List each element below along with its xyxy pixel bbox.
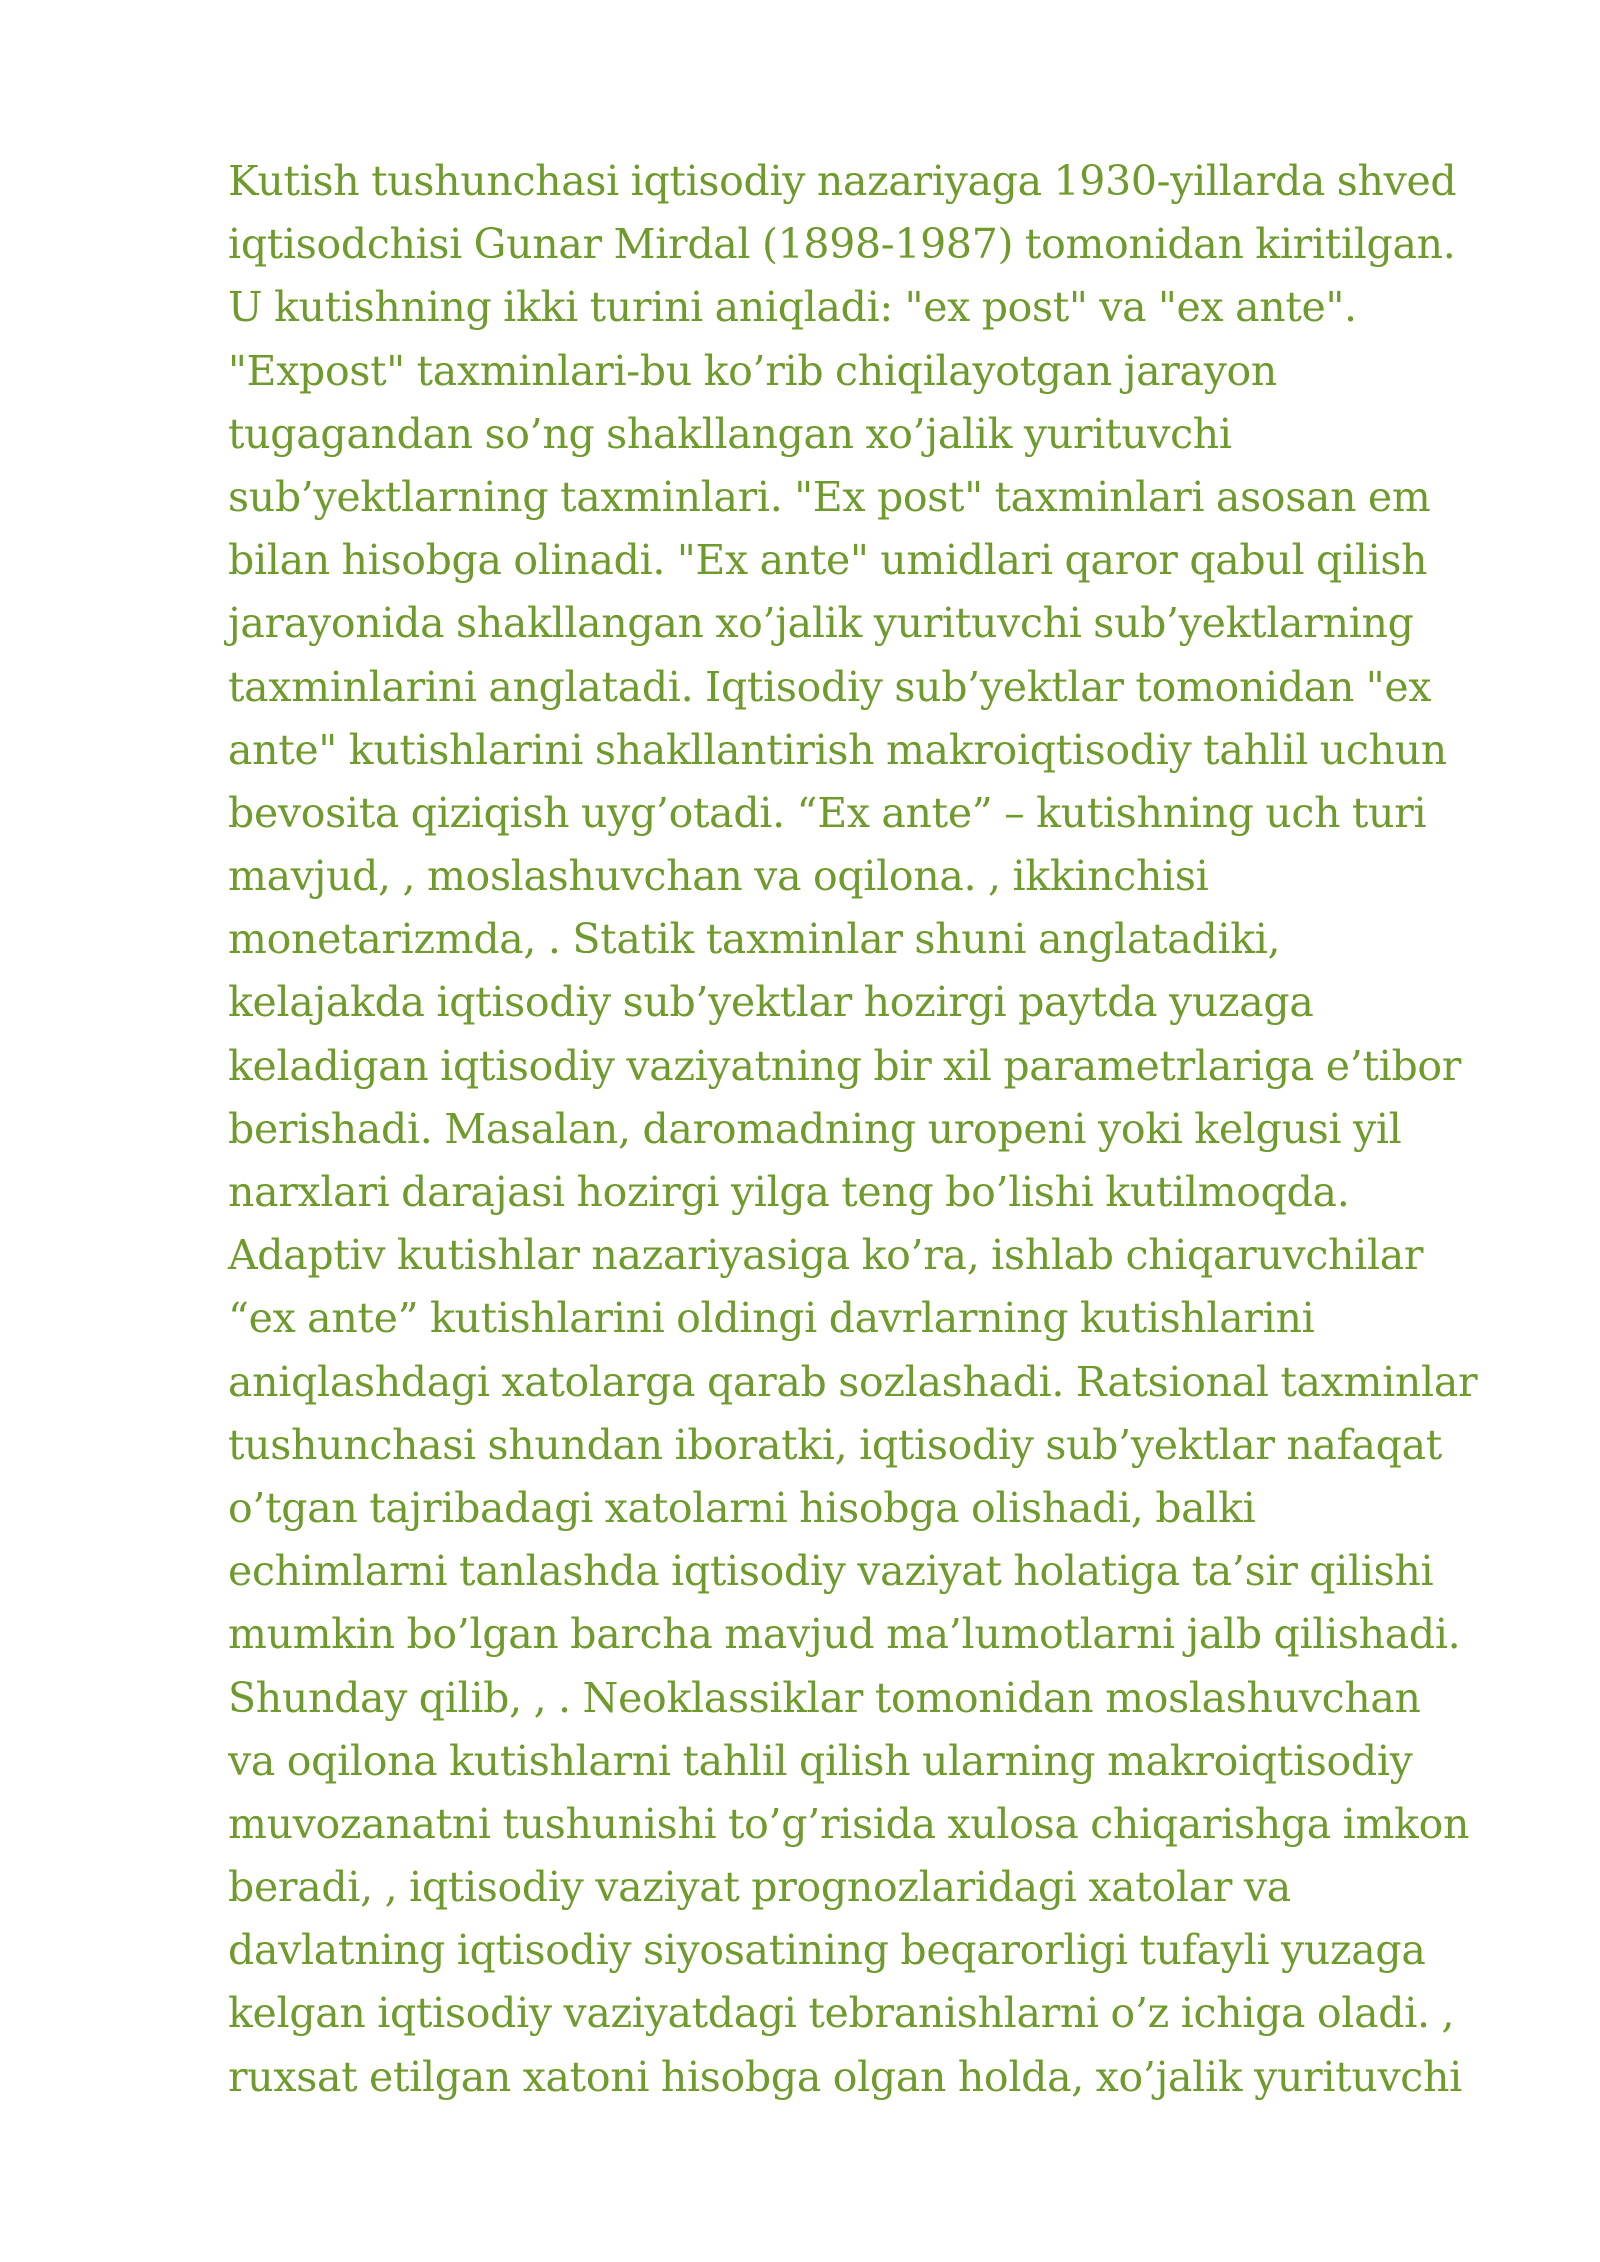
text-line: Kutish tushunchasi iqtisodiy nazariyaga 1930-yillarda shved — [228, 157, 1457, 205]
text-line: Shunday qilib, , . Neoklassiklar tomonidan moslashuvchan — [228, 1673, 1421, 1722]
text-line: berishadi. Masalan, daromadning uropeni yoki kelgusi yil — [228, 1104, 1402, 1153]
text-line: ante" kutishlarini shakllantirish makroiqtisodiy tahlil uchun — [228, 725, 1447, 774]
text-line: iqtisodchisi Gunar Mirdal (1898-1987) tomonidan kiritilgan. — [228, 220, 1456, 269]
text-line: o’tgan tajribadagi xatolarni hisobga olishadi, balki — [228, 1483, 1256, 1532]
text-line: "Expost" taxminlari-bu ko’rib chiqilayotgan jarayon — [228, 346, 1278, 395]
text-line: sub’yektlarning taxminlari. "Ex post" taxminlari asosan em — [228, 472, 1431, 521]
text-line: kelgan iqtisodiy vaziyatdagi tebranishlarni o’z ichiga oladi. , — [228, 1989, 1455, 2038]
text-line: “ex ante” kutishlarini oldingi davrlarning kutishlarini — [228, 1294, 1315, 1343]
text-line: echimlarni tanlashda iqtisodiy vaziyat holatiga ta’sir qilishi — [228, 1547, 1434, 1596]
text-line: mumkin bo’lgan barcha mavjud ma’lumotlarni jalb qilishadi. — [228, 1610, 1461, 1659]
text-line: monetarizmda, . Statik taxminlar shuni anglatadiki, — [228, 915, 1281, 964]
text-line: mavjud, , moslashuvchan va oqilona. , ikkinchisi — [228, 852, 1209, 901]
text-line: muvozanatni tushunishi to’g’risida xulosa chiqarishga imkon — [228, 1799, 1470, 1848]
text-line: bilan hisobga olinadi. "Ex ante" umidlari qaror qabul qilish — [228, 536, 1428, 585]
text-line: taxminlarini anglatadi. Iqtisodiy sub’yektlar tomonidan "ex — [228, 662, 1432, 711]
text-line: ruxsat etilgan xatoni hisobga olgan holda, xo’jalik yurituvchi — [228, 2052, 1462, 2101]
text-line: Adaptiv kutishlar nazariyasiga ko’ra, ishlab chiqaruvchilar — [228, 1231, 1424, 1280]
body-paragraph — [228, 150, 1528, 2109]
text-line: davlatning iqtisodiy siyosatining beqarorligi tufayli yuzaga — [228, 1926, 1426, 1975]
text-line: kelajakda iqtisodiy sub’yektlar hozirgi paytda yuzaga — [228, 978, 1314, 1027]
text-line: beradi, , iqtisodiy vaziyat prognozlaridagi xatolar va — [228, 1863, 1291, 1912]
text-line: narxlari darajasi hozirgi yilga teng bo’lishi kutilmoqda. — [228, 1168, 1350, 1216]
text-line: jarayonida shakllangan xo’jalik yurituvchi sub’yektlarning — [228, 599, 1414, 648]
text-line: aniqlashdagi xatolarga qarab sozlashadi. Ratsional taxminlar — [228, 1357, 1478, 1406]
text-line: bevosita qiziqish uyg’otadi. “Ex ante” – kutishning uch turi — [228, 788, 1427, 837]
text-line: tushunchasi shundan iboratki, iqtisodiy sub’yektlar nafaqat — [228, 1420, 1442, 1469]
text-line: U kutishning ikki turini aniqladi: "ex post" va "ex ante". — [228, 283, 1357, 332]
text-line: keladigan iqtisodiy vaziyatning bir xil parametrlariga e’tibor — [228, 1041, 1462, 1090]
text-line: tugagandan so’ng shakllangan xo’jalik yurituvchi — [228, 409, 1232, 458]
text-line: va oqilona kutishlarni tahlil qilish ularning makroiqtisodiy — [228, 1736, 1413, 1785]
